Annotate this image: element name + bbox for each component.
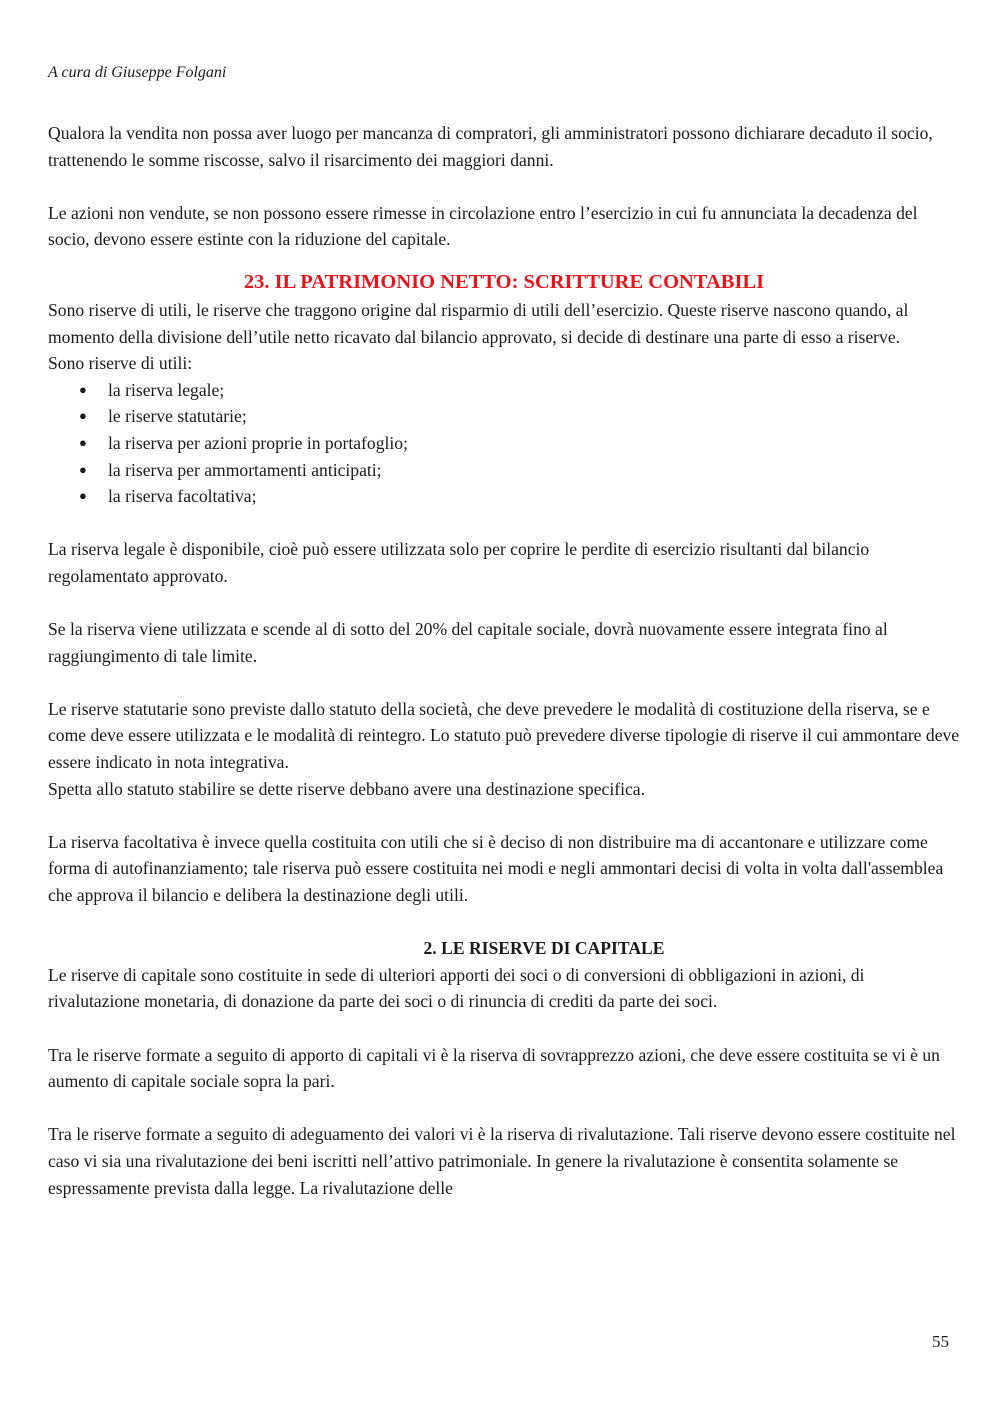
spacer bbox=[48, 173, 960, 200]
bullet-icon: ● bbox=[79, 381, 87, 397]
section-heading-2: 2. LE RISERVE DI CAPITALE bbox=[423, 938, 665, 959]
spacer bbox=[48, 590, 960, 617]
paragraph-statuto: Spetta allo statuto stabilire se dette riserve debbano avere una destinazione specifica. bbox=[48, 778, 645, 799]
document-body bbox=[48, 120, 960, 1201]
riserve-utili-list bbox=[48, 377, 960, 510]
bullet-icon: ● bbox=[79, 488, 87, 504]
spacer bbox=[48, 1095, 960, 1122]
list-item bbox=[48, 377, 960, 404]
paragraph-riserve-utili-intro: Sono riserve di utili, le riserve che traggono origine dal risparmio di utili dell’esercizio. Queste riserve nascono quando, al momento della divisione dell’utile netto ricavato dal bilancio approvato, si decide di destinare una parte di esso a riserve. bbox=[48, 299, 909, 347]
spacer bbox=[48, 1015, 960, 1042]
list-intro: Sono riserve di utili: bbox=[48, 353, 193, 374]
paragraph-riserva-facoltativa: La riserva facoltativa è invece quella costituita con utili che si è deciso di non distribuire ma di accantonare e utilizzare come forma di autofinanziamento; tale riserva può essere costituita nei modi e negli ammontari decisi di volta in volta dall'assemblea che approva il bilancio e delibera la destinazione degli utili. bbox=[48, 831, 944, 906]
paragraph-riserve-statutarie: Le riserve statutarie sono previste dallo statuto della società, che deve prevedere le modalità di costituzione della riserva, se e come deve essere utilizzata e le modalità di reintegro. Lo statuto può prevedere diverse tipologie di riserve il cui ammontare deve essere indicato in nota integrativa. bbox=[48, 698, 960, 773]
spacer bbox=[48, 802, 960, 829]
paragraph-decadenza: Qualora la vendita non possa aver luogo per mancanza di compratori, gli amministratori possono dichiarare decaduto il socio, trattenendo le somme riscosse, salvo il risarcimento dei maggiori danni. bbox=[48, 123, 933, 170]
paragraph-sovrapprezzo: Tra le riserve formate a seguito di apporto di capitali vi è la riserva di sovrapprezzo azioni, che deve essere costituita se vi è un aumento di capitale sociale sopra la pari. bbox=[48, 1044, 940, 1092]
paragraph-limite-20: Se la riserva viene utilizzata e scende al di sotto del 20% del capitale sociale, dovrà nuovamente essere integrata fino al raggiungimento di tale limite. bbox=[48, 619, 888, 666]
bullet-icon: ● bbox=[79, 461, 87, 477]
list-item-text: la riserva per ammortamenti anticipati; bbox=[108, 459, 382, 480]
list-item bbox=[48, 483, 960, 510]
list-item-text: la riserva legale; bbox=[108, 379, 225, 400]
page-number: 55 bbox=[932, 1332, 949, 1351]
list-item bbox=[48, 457, 960, 484]
list-item bbox=[48, 430, 960, 457]
list-item-text: le riserve statutarie; bbox=[108, 406, 247, 427]
spacer bbox=[48, 909, 960, 936]
list-item-text: la riserva facoltativa; bbox=[108, 486, 257, 507]
spacer bbox=[48, 510, 960, 537]
list-item-text: la riserva per azioni proprie in portafoglio; bbox=[108, 432, 408, 453]
paragraph-riserva-legale: La riserva legale è disponibile, cioè può essere utilizzata solo per coprire le perdite di esercizio risultanti dal bilancio regolamentato approvato. bbox=[48, 539, 870, 586]
bullet-icon: ● bbox=[79, 408, 87, 424]
paragraph-rivalutazione: Tra le riserve formate a seguito di adeguamento dei valori vi è la riserva di rivalutazione. Tali riserve devono essere costituite nel caso vi sia una rivalutazione dei beni iscritti nell’attivo patrimoniale. In genere la rivalutazione è consentita solamente se espressamente prevista dalla legge. La rivalutazione delle bbox=[48, 1124, 956, 1198]
paragraph-riserve-capitale: Le riserve di capitale sono costituite in sede di ulteriori apporti dei soci o di conversioni di obbligazioni in azioni, di rivalutazione monetaria, di donazione da parte dei soci o di rinuncia di crediti da parte dei soci. bbox=[48, 964, 865, 1012]
page-header-author: A cura di Giuseppe Folgani bbox=[48, 64, 227, 81]
list-item bbox=[48, 403, 960, 430]
section-heading-23: 23. IL PATRIMONIO NETTO: SCRITTURE CONTABILI bbox=[243, 270, 765, 293]
paragraph-azioni-non-vendute: Le azioni non vendute, se non possono essere rimesse in circolazione entro l’esercizio in cui fu annunciata la decadenza del socio, devono essere estinte con la riduzione del capitale. bbox=[48, 202, 918, 250]
spacer bbox=[48, 669, 960, 696]
bullet-icon: ● bbox=[79, 434, 87, 450]
